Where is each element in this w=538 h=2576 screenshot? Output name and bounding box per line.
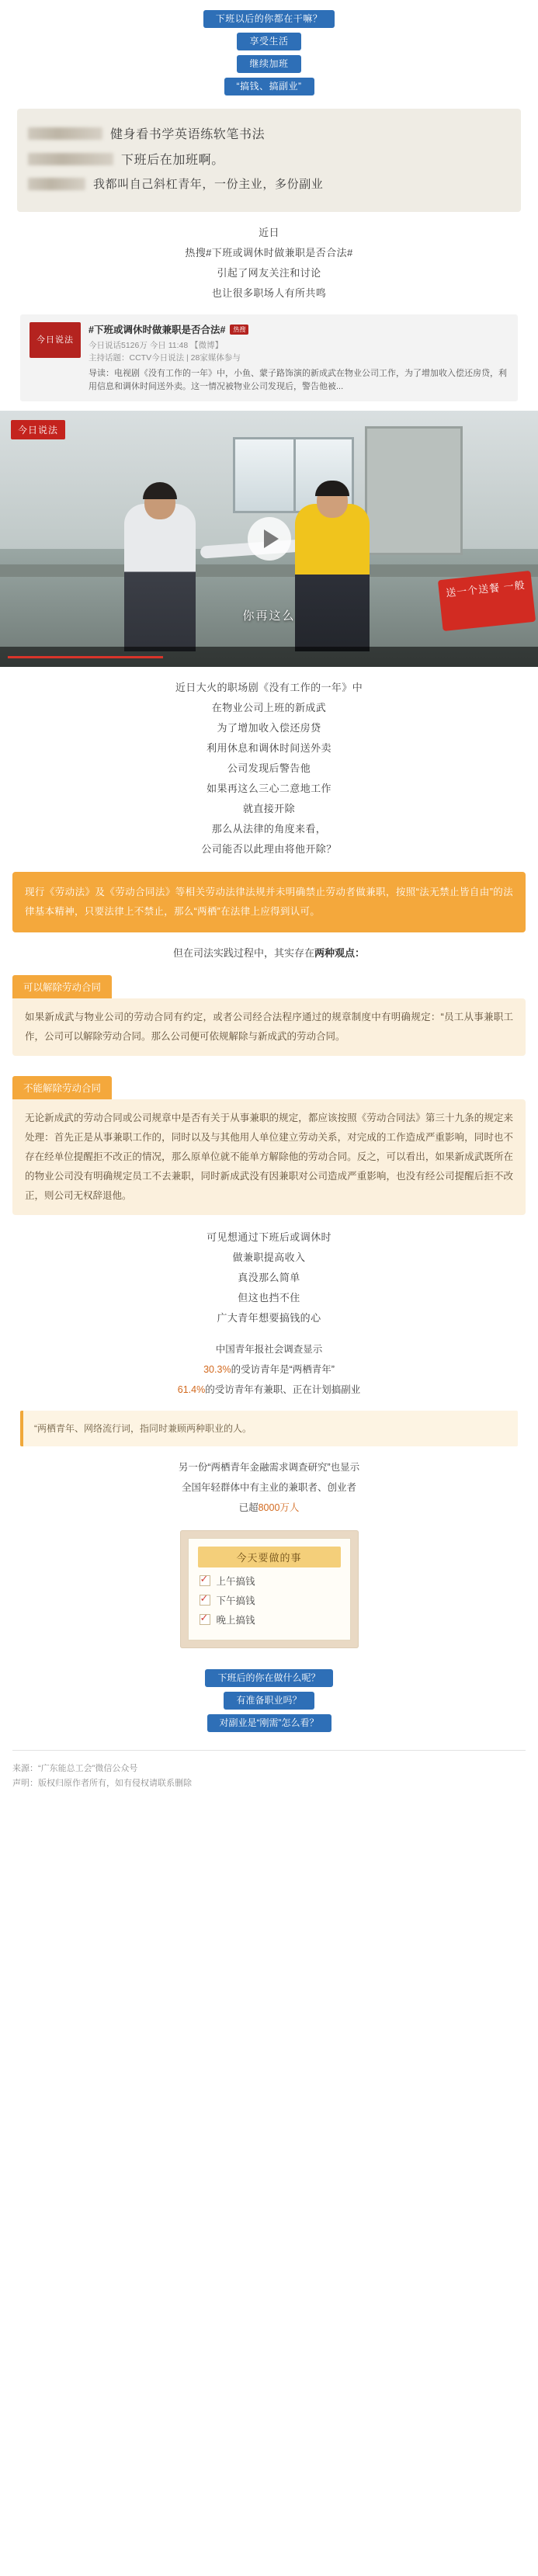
opinion-banner-0: 可以解除劳动合同 <box>12 975 112 998</box>
opinion-group-0 <box>0 967 538 1056</box>
video-subtitle: 你再这么 <box>242 609 296 623</box>
story-line-3: 利用休息和调休时间送外卖 <box>207 742 331 754</box>
lead-line-prefix: 但在司法实践过程中，其实存在 <box>172 947 314 959</box>
todo-label-2: 晚上搞钱 <box>216 1615 255 1626</box>
stats-percent-1: 30.3% <box>203 1364 231 1375</box>
outro-block <box>0 1227 538 1328</box>
todo-label-1: 下午搞钱 <box>216 1595 255 1606</box>
todo-inner <box>188 1538 351 1640</box>
stats2-line-0: 另一份“两栖青年金融需求调查研究”也显示 <box>178 1462 360 1473</box>
bottom-chip-row-1 <box>0 1689 538 1712</box>
blurred-avatar <box>28 153 113 165</box>
blurred-avatar <box>28 127 102 140</box>
story-line-1: 在物业公司上班的新成武 <box>211 702 327 713</box>
story-line-4: 公司发现后警告他 <box>227 762 311 774</box>
bottom-chip-1[interactable]: 有准备职业吗？ <box>224 1692 314 1710</box>
hot-tag: 热搜 <box>230 325 248 335</box>
stats-text-2: 的受访青年有兼职、正在计划搞副业 <box>205 1384 361 1395</box>
todo-label-0: 上午搞钱 <box>216 1576 255 1587</box>
top-chip-3[interactable]: “搞钱、搞副业” <box>224 78 314 95</box>
quote-card <box>17 109 521 212</box>
play-icon[interactable] <box>248 517 291 561</box>
checkbox-icon <box>200 1575 210 1586</box>
outro-line-0: 可见想通过下班后或调休时 <box>207 1231 331 1243</box>
scene-counter <box>0 564 538 577</box>
footer-source: 来源：“广东能总工会”微信公众号 <box>12 1764 138 1773</box>
intro-line-2: 引起了网友关注和讨论 <box>217 267 321 279</box>
stats2-line-2 <box>0 1498 538 1518</box>
intro-line-3: 也让很多职场人有所共鸣 <box>211 287 327 299</box>
quote-text-1: 下班后在加班啊。 <box>121 154 224 167</box>
todo-note <box>180 1530 359 1648</box>
todo-item-0 <box>200 1574 339 1588</box>
top-chip-0[interactable]: 下班以后的你都在干嘛？ <box>203 10 335 28</box>
story-block <box>0 678 538 859</box>
intro-line-1: 热搜#下班或调休时做兼职是否合法# <box>185 247 353 259</box>
news-meta-line-2: 主持话题：CCTV今日说法 | 28家媒体参与 <box>89 353 241 363</box>
chip-row <box>0 75 538 98</box>
quote-line-1 <box>28 150 513 168</box>
checkbox-icon <box>200 1595 210 1606</box>
outro-line-4: 广大青年想要搞钱的心 <box>217 1312 321 1324</box>
story-line-0: 近日大火的职场剧《没有工作的一年》中 <box>175 682 363 693</box>
scene-person-right-body <box>295 504 370 651</box>
stats-line-1 <box>0 1359 538 1380</box>
opinion-banner-1: 不能解除劳动合同 <box>12 1076 112 1099</box>
video-player[interactable] <box>0 411 538 667</box>
bottom-chip-2[interactable]: 对副业是“刚需”怎么看？ <box>207 1714 331 1732</box>
stats-text-1: 的受访青年是“两栖青年” <box>231 1364 335 1375</box>
bottom-chip-row-2 <box>0 1712 538 1734</box>
story-line-8: 公司能否以此理由将他开除？ <box>201 843 337 855</box>
footer-disclaimer: 声明：版权归原作者所有，如有侵权请联系删除 <box>12 1779 192 1788</box>
checkbox-icon <box>200 1614 210 1625</box>
bottom-chip-0[interactable]: 下班后的你在做什么呢？ <box>205 1669 332 1687</box>
news-quote-card[interactable] <box>20 314 518 401</box>
todo-image-wrap <box>0 1530 538 1648</box>
quote-text-2: 我都叫自己斜杠青年，一份主业，多份副业 <box>93 178 324 191</box>
footer <box>0 1758 538 1805</box>
video-channel-logo: 今日说法 <box>11 420 65 439</box>
stats2-prefix: 已超 <box>238 1502 259 1513</box>
story-line-2: 为了增加收入偿还房贷 <box>217 722 321 734</box>
quote-line-2 <box>28 175 513 192</box>
intro-line-0: 近日 <box>259 227 279 238</box>
scene-door <box>365 426 463 555</box>
opinion-group-1 <box>0 1068 538 1215</box>
chip-row <box>0 53 538 75</box>
top-chip-1[interactable]: 享受生活 <box>237 33 300 50</box>
top-chip-2[interactable]: 继续加班 <box>237 55 300 73</box>
story-line-6: 就直接开除 <box>242 803 295 814</box>
footer-divider <box>12 1750 526 1751</box>
news-title: #下班或调休时做兼职是否合法# <box>89 325 226 335</box>
stats-line-0: 中国青年报社会调查显示 <box>215 1344 323 1355</box>
lead-line <box>0 945 538 960</box>
stats2-block <box>0 1457 538 1518</box>
video-stamp-overlay: 送一个送餐 一般 <box>438 571 536 631</box>
video-progress-bar[interactable] <box>0 647 538 667</box>
definition-callout: “两栖青年、网络流行词，指同时兼顾两种职业的人。 <box>20 1411 518 1446</box>
news-body <box>89 322 508 394</box>
law-highlight-box: 现行《劳动法》及《劳动合同法》等相关劳动法律法规并未明确禁止劳动者做兼职，按照“法无禁止皆自由”的法律基本精神，只要法律上不禁止，那么“两栖”在法律上应得到认可。 <box>12 872 526 932</box>
todo-item-2 <box>200 1613 339 1626</box>
stats-block <box>0 1339 538 1400</box>
blurred-avatar <box>28 178 85 190</box>
story-line-7: 那么从法律的角度来看， <box>211 823 327 835</box>
scene-person-left-body <box>124 504 196 651</box>
story-line-5: 如果再这么三心二意地工作 <box>207 783 331 794</box>
stats2-number: 8000万人 <box>258 1502 300 1513</box>
outro-line-3: 但这也挡不住 <box>238 1292 300 1304</box>
quote-text-0: 健身看书学英语练软笔书法 <box>110 128 266 141</box>
bottom-chip-row-0 <box>0 1667 538 1689</box>
outro-line-2: 真没那么简单 <box>238 1272 300 1283</box>
opinion-text-1: 无论新成武的劳动合同或公司规章中是否有关于从事兼职的规定，都应该按照《劳动合同法》第三十九条的规定来处理：首先正是从事兼职工作的，同时以及与其他用人单位建立劳动关系，对完成的工作造成严重影响，同时也不存在经单位提醒拒不改正的情况，那么原单位就不能单方解除他的劳动合同。反之，可以看出，如果新成武既所在的物业公司没有明确规定员工不去兼职，同时新成武没有因兼职对公司造成严重影响，也没有经公司提醒后拒不改正，则公司无权辞退他。 <box>12 1099 526 1215</box>
stats-line-2 <box>0 1380 538 1400</box>
stats2-line-1: 全国年轻群体中有主业的兼职者、创业者 <box>181 1482 356 1493</box>
lead-line-bold: 两种观点： <box>314 947 366 959</box>
top-chip-list <box>0 0 538 102</box>
news-meta-line-1: 今日说话5126万 今日 11:48 【微博】 <box>89 341 224 350</box>
quote-line-0 <box>28 124 513 142</box>
bottom-chip-list <box>0 1656 538 1742</box>
news-title-row <box>89 322 508 336</box>
todo-title: 今天要做的事 <box>198 1547 341 1567</box>
opinion-text-0: 如果新成武与物业公司的劳动合同有约定，或者公司经合法程序通过的规章制度中有明确规定：“员工从事兼职工作，公司可以解除劳动合同。那么公司便可依规解除与新成武的劳动合同。 <box>12 998 526 1056</box>
stats-percent-2: 61.4% <box>177 1384 206 1395</box>
news-description: 导读：电视剧《没有工作的一年》中，小鱼、蒙子路饰演的新成武在物业公司工作，为了增加收入偿还房贷，利用信息和调休时间送外卖。这一情况被物业公司发现后，警告他被... <box>89 369 507 391</box>
intro-block <box>0 223 538 304</box>
todo-item-1 <box>200 1593 339 1607</box>
news-source-logo: 今日说法 <box>30 322 81 358</box>
chip-row <box>0 30 538 53</box>
outro-line-1: 做兼职提高收入 <box>232 1252 306 1263</box>
chip-row <box>0 8 538 30</box>
